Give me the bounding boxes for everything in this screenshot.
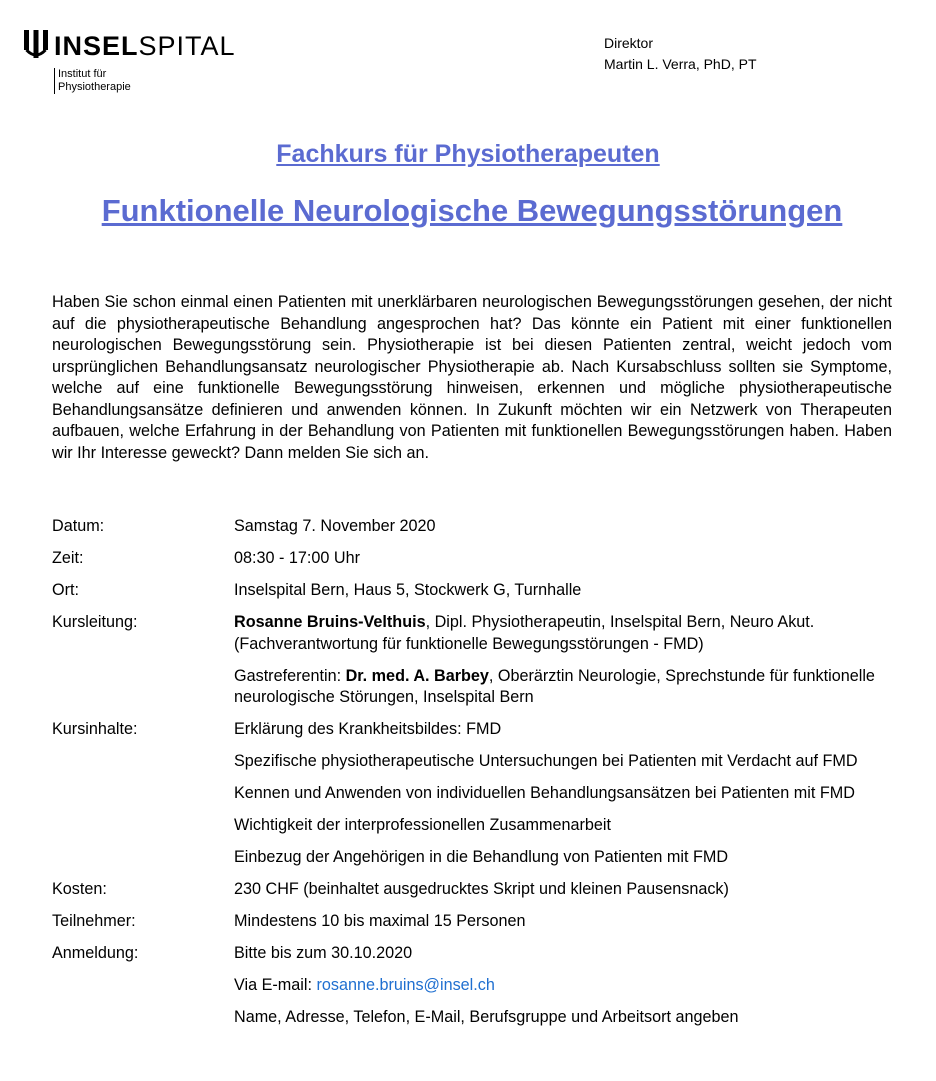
row-teilnehmer (52, 911, 912, 943)
value-anmeldung-info: Name, Adresse, Telefon, E-Mail, Berufsgruppe und Arbeitsort angeben (234, 1008, 739, 1026)
value-teilnehmer: Mindestens 10 bis maximal 15 Personen (234, 912, 526, 930)
gast-prefix: Gastreferentin: (234, 666, 346, 685)
inselspital-emblem-icon (24, 30, 48, 60)
value-datum: Samstag 7. November 2020 (234, 517, 436, 535)
value-anmeldung-email (234, 975, 894, 997)
value-kursleitung (234, 612, 894, 655)
label-datum: Datum: (52, 517, 105, 535)
course-details (52, 516, 912, 1039)
value-ort: Inselspital Bern, Haus 5, Stockwerk G, Turnhalle (234, 581, 582, 599)
label-kursleitung: Kursleitung: (52, 613, 138, 631)
gast-name: Dr. med. A. Barbey (345, 666, 489, 685)
kursinhalt-item: Einbezug der Angehörigen in die Behandlung von Patienten mit FMD (234, 848, 729, 866)
row-kursinhalte (52, 719, 912, 879)
leiter-name: Rosanne Bruins-Velthuis (234, 613, 426, 631)
value-zeit: 08:30 - 17:00 Uhr (234, 549, 360, 567)
kursinhalt-item: Spezifische physiotherapeutische Untersuchungen bei Patienten mit Verdacht auf FMD (234, 752, 858, 770)
kursinhalt-item: Wichtigkeit der interprofessionellen Zusammenarbeit (234, 816, 611, 834)
label-kosten: Kosten: (52, 880, 107, 898)
gast-description: , Oberärztin Neurologie, Sprechstunde für funktionelle neurologische Störungen, Inselspital Bern (234, 666, 875, 706)
value-gastreferentin (234, 666, 894, 709)
label-teilnehmer: Teilnehmer: (52, 912, 136, 930)
email-link[interactable]: rosanne.bruins@insel.ch (316, 976, 495, 994)
label-ort: Ort: (52, 581, 79, 599)
institute-name (54, 68, 168, 94)
logo-word-bold: INSEL (54, 31, 139, 61)
value-anmeldung-deadline: Bitte bis zum 30.10.2020 (234, 944, 413, 962)
intro-paragraph: Haben Sie schon einmal einen Patienten mit unerklärbaren neurologischen Bewegungsstörungen gesehen, der nicht auf die physiotherapeutische Behandlung angesprochen hat? Das könnte ein Patient mit einer funktionellen neurologischen Bewegungsstörung sein. Physiotherapie ist bei diesen Patienten zentral, weicht jedoch vom ursprünglichen Behandlungsansatz neurologischer Physiotherapie ab. Nach Kursabschluss sollten sie Symptome, welche auf eine funktionelle Bewegungsstörung hinweisen, erkennen und mögliche physiotherapeutische Behandlungsansätze definieren und anwenden können. In Zukunft möchten wir ein Netzwerk von Therapeuten aufbauen, welche Erfahrung in der Behandlung von Patienten mit funktionellen Bewegungsstörungen haben. Haben wir Ihr Interesse geweckt? Dann melden Sie sich an. (52, 293, 892, 462)
director-block (604, 33, 757, 75)
logo-wordmark (54, 28, 236, 64)
course-title: Funktionelle Neurologische Bewegungsstörungen (101, 193, 843, 228)
director-name: Martin L. Verra, PhD, PT (604, 56, 757, 72)
label-zeit: Zeit: (52, 549, 84, 567)
row-zeit (52, 548, 912, 580)
institute-line-2: Physiotherapie (58, 81, 131, 93)
kursinhalt-item: Erklärung des Krankheitsbildes: FMD (234, 720, 502, 738)
logo-word-light: SPITAL (138, 31, 236, 61)
row-datum (52, 516, 912, 548)
value-kosten: 230 CHF (beinhaltet ausgedrucktes Skript und kleinen Pausensnack) (234, 880, 729, 898)
label-anmeldung: Anmeldung: (52, 944, 139, 962)
email-prefix: Via E-mail: (234, 976, 317, 994)
institute-line-1: Institut für (58, 68, 107, 80)
row-anmeldung (52, 943, 912, 1039)
kursinhalt-item: Kennen und Anwenden von individuellen Behandlungsansätzen bei Patienten mit FMD (234, 784, 855, 802)
leiter-description: , Dipl. Physiotherapeutin, Inselspital Bern, Neuro Akut. (Fachverantwortung für funktionelle Bewegungsstörungen - FMD) (234, 613, 815, 653)
row-kosten (52, 879, 912, 911)
course-subtitle: Fachkurs für Physiotherapeuten (276, 140, 660, 168)
row-ort (52, 580, 912, 612)
director-title: Direktor (604, 35, 654, 51)
label-kursinhalte: Kursinhalte: (52, 720, 138, 738)
row-kursleitung (52, 612, 912, 719)
